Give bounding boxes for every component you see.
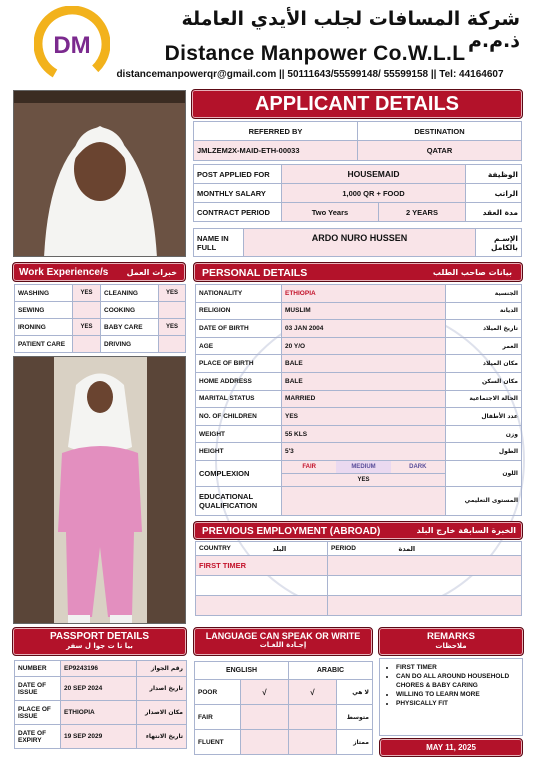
personal-arabic: عدد الأطفال — [446, 408, 522, 426]
remark-item: • FIRST TIMER — [396, 663, 522, 672]
contract-arabic: مدة العقد — [466, 203, 522, 222]
country-arabic: البلد — [270, 542, 328, 556]
remark-item: • PHYSICALLY FIT — [396, 699, 522, 708]
contract-label: CONTRACT PERIOD — [194, 203, 282, 222]
personal-label: NO. OF CHILDREN — [196, 408, 282, 426]
education-value — [282, 486, 446, 515]
passport-details-title: PASSPORT DETAILS — [49, 631, 150, 642]
personal-detail-row — [196, 443, 522, 461]
applicant-portrait-photo — [13, 90, 186, 257]
english-mark — [241, 705, 289, 730]
referred-by-label: REFERRED BY — [194, 122, 358, 141]
complexion-selected: YES — [357, 476, 370, 483]
passport-value: EP9243196 — [61, 661, 137, 677]
personal-details-header — [193, 262, 523, 282]
personal-detail-row — [196, 408, 522, 426]
skill-label: COOKING — [101, 302, 159, 319]
passport-arabic: تاريخ اصدار — [137, 677, 187, 701]
previous-employment-title-arabic: الخبرة السابقة خارج البلد — [416, 526, 516, 535]
personal-detail-row — [196, 285, 522, 303]
company-english-title: Distance Manpower Co.W.L.L — [164, 42, 466, 65]
company-logo — [34, 6, 110, 82]
complexion-label: COMPLEXION — [196, 460, 282, 486]
personal-details-title-arabic: بيانات صاحب الطلب — [432, 268, 512, 277]
language-header — [193, 627, 373, 656]
language-table — [194, 661, 373, 755]
skill-label: BABY CARE — [101, 319, 159, 336]
personal-value: ETHIOPIA — [282, 285, 446, 303]
language-row — [195, 680, 373, 705]
destination-value: QATAR — [358, 141, 522, 161]
personal-detail-row — [196, 390, 522, 408]
passport-label: DATE OF EXPIRY — [15, 725, 61, 749]
work-experience-title: Work Experience/s — [19, 267, 109, 278]
personal-arabic: مكان السكن — [446, 372, 522, 390]
salary-value: 1,000 QR + FOOD — [282, 184, 466, 203]
personal-value: 20 Y/O — [282, 337, 446, 355]
english-header: ENGLISH — [195, 662, 289, 680]
country-label: COUNTRY — [196, 542, 270, 556]
passport-row — [15, 701, 187, 725]
personal-arabic: تاريخ الميلاد — [446, 320, 522, 338]
language-title: LANGUAGE CAN SPEAK OR WRITE — [205, 631, 361, 641]
personal-value: MARRIED — [282, 390, 446, 408]
personal-value: 5'3 — [282, 443, 446, 461]
passport-row — [15, 661, 187, 677]
passport-value: 19 SEP 2029 — [61, 725, 137, 749]
work-experience-row — [15, 336, 186, 353]
language-row — [195, 730, 373, 755]
skill-value — [159, 336, 186, 353]
name-value: ARDO NURO HUSSEN — [244, 229, 476, 257]
post-arabic: الوظيفة — [466, 165, 522, 184]
english-mark: √ — [241, 680, 289, 705]
complexion-medium: MEDIUM — [336, 461, 390, 473]
personal-label: HOME ADDRESS — [196, 372, 282, 390]
personal-arabic: الحالة الاجتماعية — [446, 390, 522, 408]
passport-value: ETHIOPIA — [61, 701, 137, 725]
contract-value-2: 2 YEARS — [378, 203, 465, 222]
skill-label: SEWING — [15, 302, 73, 319]
personal-value: BALE — [282, 372, 446, 390]
language-row — [195, 705, 373, 730]
applicant-full-body-photo — [13, 356, 186, 624]
skill-value — [73, 302, 101, 319]
work-experience-row — [15, 302, 186, 319]
complexion-arabic: اللون — [446, 460, 522, 486]
personal-value: 03 JAN 2004 — [282, 320, 446, 338]
period-arabic: المدة — [396, 542, 522, 556]
passport-label: NUMBER — [15, 661, 61, 677]
work-experience-table — [14, 284, 186, 353]
personal-detail-row — [196, 302, 522, 320]
personal-arabic: الديانة — [446, 302, 522, 320]
applicant-details-title: APPLICANT DETAILS — [191, 89, 523, 119]
name-label: NAME IN FULL — [194, 229, 244, 257]
personal-detail-row — [196, 372, 522, 390]
personal-label: MARITAL STATUS — [196, 390, 282, 408]
post-value: HOUSEMAID — [282, 165, 466, 184]
company-contact: distancemanpowerqr@gmail.com || 50111643/55599148/ 55599158 || Tel: 44164607 — [116, 69, 504, 80]
personal-label: AGE — [196, 337, 282, 355]
complexion-options — [282, 460, 446, 486]
remarks-header — [378, 627, 524, 656]
passport-value: 20 SEP 2024 — [61, 677, 137, 701]
skill-value — [159, 302, 186, 319]
remarks-date: MAY 11, 2025 — [379, 738, 523, 757]
personal-detail-row — [196, 355, 522, 373]
work-experience-row — [15, 285, 186, 302]
proficiency-arabic: لا هي — [337, 680, 373, 705]
skill-label: DRIVING — [101, 336, 159, 353]
remark-item: • WILLING TO LEARN MORE — [396, 690, 522, 699]
proficiency-arabic: متوسط — [337, 705, 373, 730]
complexion-dark: DARK — [409, 463, 427, 470]
personal-label: DATE OF BIRTH — [196, 320, 282, 338]
personal-label: PLACE OF BIRTH — [196, 355, 282, 373]
language-title-arabic: إجـادة اللغـات — [259, 641, 307, 649]
contract-value: Two Years — [282, 203, 379, 222]
job-table — [193, 164, 522, 222]
personal-arabic: الجنسية — [446, 285, 522, 303]
skill-value: YES — [73, 285, 101, 302]
referred-by-value: JMLZEM2X-MAID-ETH-00033 — [194, 141, 358, 161]
work-experience-header — [12, 262, 186, 282]
passport-table — [14, 660, 187, 749]
post-label: POST APPLIED FOR — [194, 165, 282, 184]
destination-label: DESTINATION — [358, 122, 522, 141]
proficiency-label: FLUENT — [195, 730, 241, 755]
personal-arabic: الطول — [446, 443, 522, 461]
personal-label: RELIGION — [196, 302, 282, 320]
personal-details-table — [195, 284, 522, 516]
passport-arabic: رقم الجواز — [137, 661, 187, 677]
remarks-title: REMARKS — [426, 631, 476, 642]
skill-value — [73, 336, 101, 353]
work-experience-title-arabic: خبرات العمل — [126, 268, 177, 277]
personal-detail-row — [196, 320, 522, 338]
previous-employment-entry: FIRST TIMER — [196, 556, 328, 576]
skill-label: IRONING — [15, 319, 73, 336]
arabic-header: ARABIC — [289, 662, 373, 680]
work-experience-row — [15, 319, 186, 336]
salary-label: MONTHLY SALARY — [194, 184, 282, 203]
previous-employment-header — [193, 521, 523, 540]
personal-detail-row — [196, 337, 522, 355]
arabic-mark — [289, 705, 337, 730]
referral-table — [193, 121, 522, 161]
name-table — [193, 228, 522, 257]
salary-arabic: الراتب — [466, 184, 522, 203]
skill-label: WASHING — [15, 285, 73, 302]
passport-label: PLACE OF ISSUE — [15, 701, 61, 725]
personal-arabic: العمر — [446, 337, 522, 355]
personal-value: YES — [282, 408, 446, 426]
passport-row — [15, 725, 187, 749]
personal-value: 55 KLS — [282, 425, 446, 443]
remarks-box — [379, 658, 523, 736]
passport-details-title-arabic: بيا نا ت جوا ل سفر — [66, 642, 133, 650]
logo-text: DM — [53, 32, 91, 59]
proficiency-label: POOR — [195, 680, 241, 705]
personal-label: WEIGHT — [196, 425, 282, 443]
remark-item: • CAN DO ALL AROUND HOUSEHOLD CHORES & BABY CARING — [396, 672, 522, 690]
personal-value: BALE — [282, 355, 446, 373]
proficiency-arabic: ممتاز — [337, 730, 373, 755]
skill-value: YES — [159, 285, 186, 302]
personal-label: NATIONALITY — [196, 285, 282, 303]
personal-details-title: PERSONAL DETAILS — [202, 267, 308, 279]
previous-employment-table — [195, 541, 522, 616]
english-mark — [241, 730, 289, 755]
personal-value: MUSLIM — [282, 302, 446, 320]
company-arabic-title: شركة المسافات لجلب الأيدي العاملة ذ.م.م — [181, 8, 520, 52]
arabic-mark — [289, 730, 337, 755]
complexion-fair: FAIR — [302, 463, 316, 470]
passport-details-header — [12, 627, 187, 656]
passport-row — [15, 677, 187, 701]
personal-arabic: مكان الميلاد — [446, 355, 522, 373]
arabic-mark: √ — [289, 680, 337, 705]
passport-label: DATE OF ISSUE — [15, 677, 61, 701]
skill-label: PATIENT CARE — [15, 336, 73, 353]
personal-label: HEIGHT — [196, 443, 282, 461]
passport-arabic: تاريخ الانتهاء — [137, 725, 187, 749]
personal-detail-row — [196, 425, 522, 443]
period-label: PERIOD — [328, 542, 396, 556]
education-arabic: المستوى التعليمي — [446, 486, 522, 515]
proficiency-label: FAIR — [195, 705, 241, 730]
passport-arabic: مكان الاصدار — [137, 701, 187, 725]
remarks-title-arabic: ملاحظات — [435, 642, 467, 650]
skill-value: YES — [73, 319, 101, 336]
education-label: EDUCATIONAL QUALIFICATION — [196, 486, 282, 515]
previous-employment-title: PREVIOUS EMPLOYMENT (ABROAD) — [202, 526, 381, 537]
skill-label: CLEANING — [101, 285, 159, 302]
name-arabic: الإسـم بالكامل — [476, 229, 522, 257]
skill-value: YES — [159, 319, 186, 336]
personal-arabic: وزن — [446, 425, 522, 443]
